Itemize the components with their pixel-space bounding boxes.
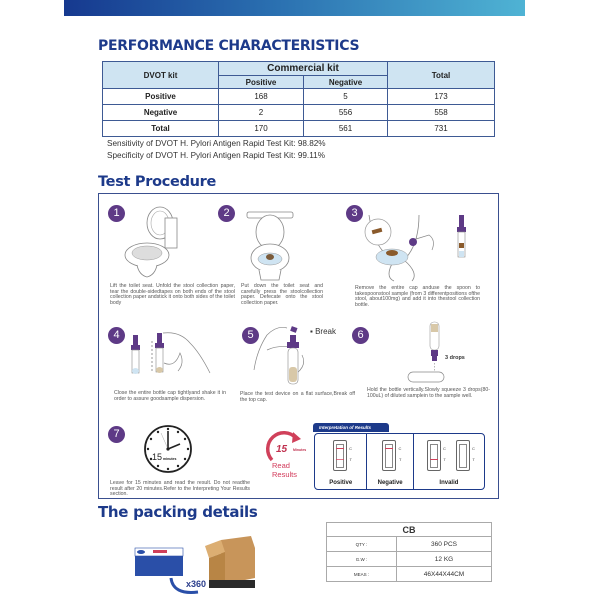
read-minutes: 15	[276, 444, 288, 455]
performance-title: PERFORMANCE CHARACTERISTICS	[98, 38, 360, 54]
packing-key: QTY :	[327, 537, 397, 552]
cell-positive: 170	[219, 121, 304, 137]
interpretation-tag: Interpretation of Results	[313, 423, 389, 432]
cell-total: 731	[388, 121, 495, 137]
step-7-text: Leave for 15 minutes and read the result. Do not readthe result after 20 minutes.Refer to the Interpreting Your Results section.	[110, 480, 250, 498]
add-drops-icon	[400, 322, 445, 384]
read-minutes-word: Minutes	[293, 448, 307, 452]
result-negative: C T Negative	[367, 434, 413, 489]
table-row	[327, 552, 492, 567]
multiplier-label: x360	[186, 579, 207, 589]
col-header-commercial: Commercial kit	[219, 62, 388, 76]
row-label: Total	[103, 121, 219, 137]
performance-table	[102, 61, 495, 137]
stool-sampling-icon	[364, 215, 474, 283]
table-row	[103, 105, 495, 121]
clock-icon	[143, 424, 193, 474]
cell-negative: 556	[304, 105, 388, 121]
step-3-badge: 3	[346, 205, 363, 222]
sensitivity-text: Sensitivity of DVOT H. Pylori Antigen Rapid Test Kit: 98.82%	[107, 139, 326, 148]
break-cap-icon	[252, 325, 312, 387]
specificity-text: Specificity of DVOT H. Pylori Antigen Rapid Test Kit: 99.11%	[107, 150, 325, 160]
cell-total: 173	[388, 89, 495, 105]
col-header-negative: Negative	[304, 76, 388, 89]
packing-title: The packing details	[98, 503, 258, 521]
col-header-positive: Positive	[219, 76, 304, 89]
procedure-title: Test Procedure	[98, 174, 217, 190]
interpretation-panel	[314, 433, 485, 490]
cell-total: 558	[388, 105, 495, 121]
result-positive: C T Positive	[315, 434, 367, 489]
packing-key: MEAS :	[327, 567, 397, 582]
table-row	[103, 89, 495, 105]
col-header-dvot: DVOT kit	[103, 62, 219, 89]
step-2-badge: 2	[218, 205, 235, 222]
cassette-icon: C T	[382, 440, 396, 471]
result-invalid: C T C T Invalid	[414, 434, 484, 489]
cassette-icon: C T	[456, 440, 470, 471]
step-1-text: Lift the toilet seat. Unfold the stool collection paper, tear the double-sidedtapes on both ends of the stool collection paper andstick it onto both sides of the toilet body	[110, 283, 235, 306]
step-2-text: Put down the toilet seat and carefully press the stoolcollection paper. Defecate onto the stool collection paper.	[241, 283, 323, 306]
step-7-badge: 7	[108, 426, 125, 443]
step-6-text: Hold the bottle vertically.Slowly squeeze 3 drops(80-100uL) of diluted samplein to the sample well.	[367, 387, 490, 399]
break-label: ▪ Break	[310, 327, 336, 336]
packing-value: 360 PCS	[397, 537, 492, 552]
packing-value: 12 KG	[397, 552, 492, 567]
step-6-badge: 6	[352, 327, 369, 344]
row-label: Positive	[103, 89, 219, 105]
cassette-icon: C T	[333, 440, 347, 471]
table-row	[327, 567, 492, 582]
table-row	[327, 537, 492, 552]
header-gradient-bar	[64, 0, 525, 16]
step-4-text: Close the entire bottle cap tightlyand shake it in order to assure goodsample dispersion.	[114, 390, 226, 402]
col-header-total: Total	[388, 62, 495, 89]
packing-table	[326, 522, 492, 582]
step-5-text: Place the test device on a flat surface,Break off the top cap.	[240, 391, 355, 403]
step-3-text: Remove the entire cap anduse the spoon to takespoonstool sample (from 3 differentpositions ofthe stool, about100mg) and add it into thestool collection bottle.	[355, 285, 480, 308]
step-5-badge: 5	[242, 327, 259, 344]
performance-stats	[107, 138, 326, 161]
clock-label: 15minutes	[152, 452, 177, 462]
row-label: Negative	[103, 105, 219, 121]
table-row	[103, 121, 495, 137]
step-1-badge: 1	[108, 205, 125, 222]
packing-value: 46X44X44CM	[397, 567, 492, 582]
cell-negative: 5	[304, 89, 388, 105]
packing-header: CB	[327, 523, 492, 537]
packing-key: G.W :	[327, 552, 397, 567]
read-results-label: Read Results	[272, 461, 298, 479]
bottle-shake-icon	[130, 333, 215, 383]
toilet-closed-icon	[245, 212, 295, 284]
step-4-badge: 4	[108, 327, 125, 344]
cell-positive: 2	[219, 105, 304, 121]
cell-positive: 168	[219, 89, 304, 105]
cassette-icon: C T	[427, 440, 441, 471]
cell-negative: 561	[304, 121, 388, 137]
toilet-open-icon	[125, 205, 200, 280]
drops-label: 3 drops	[445, 355, 465, 361]
